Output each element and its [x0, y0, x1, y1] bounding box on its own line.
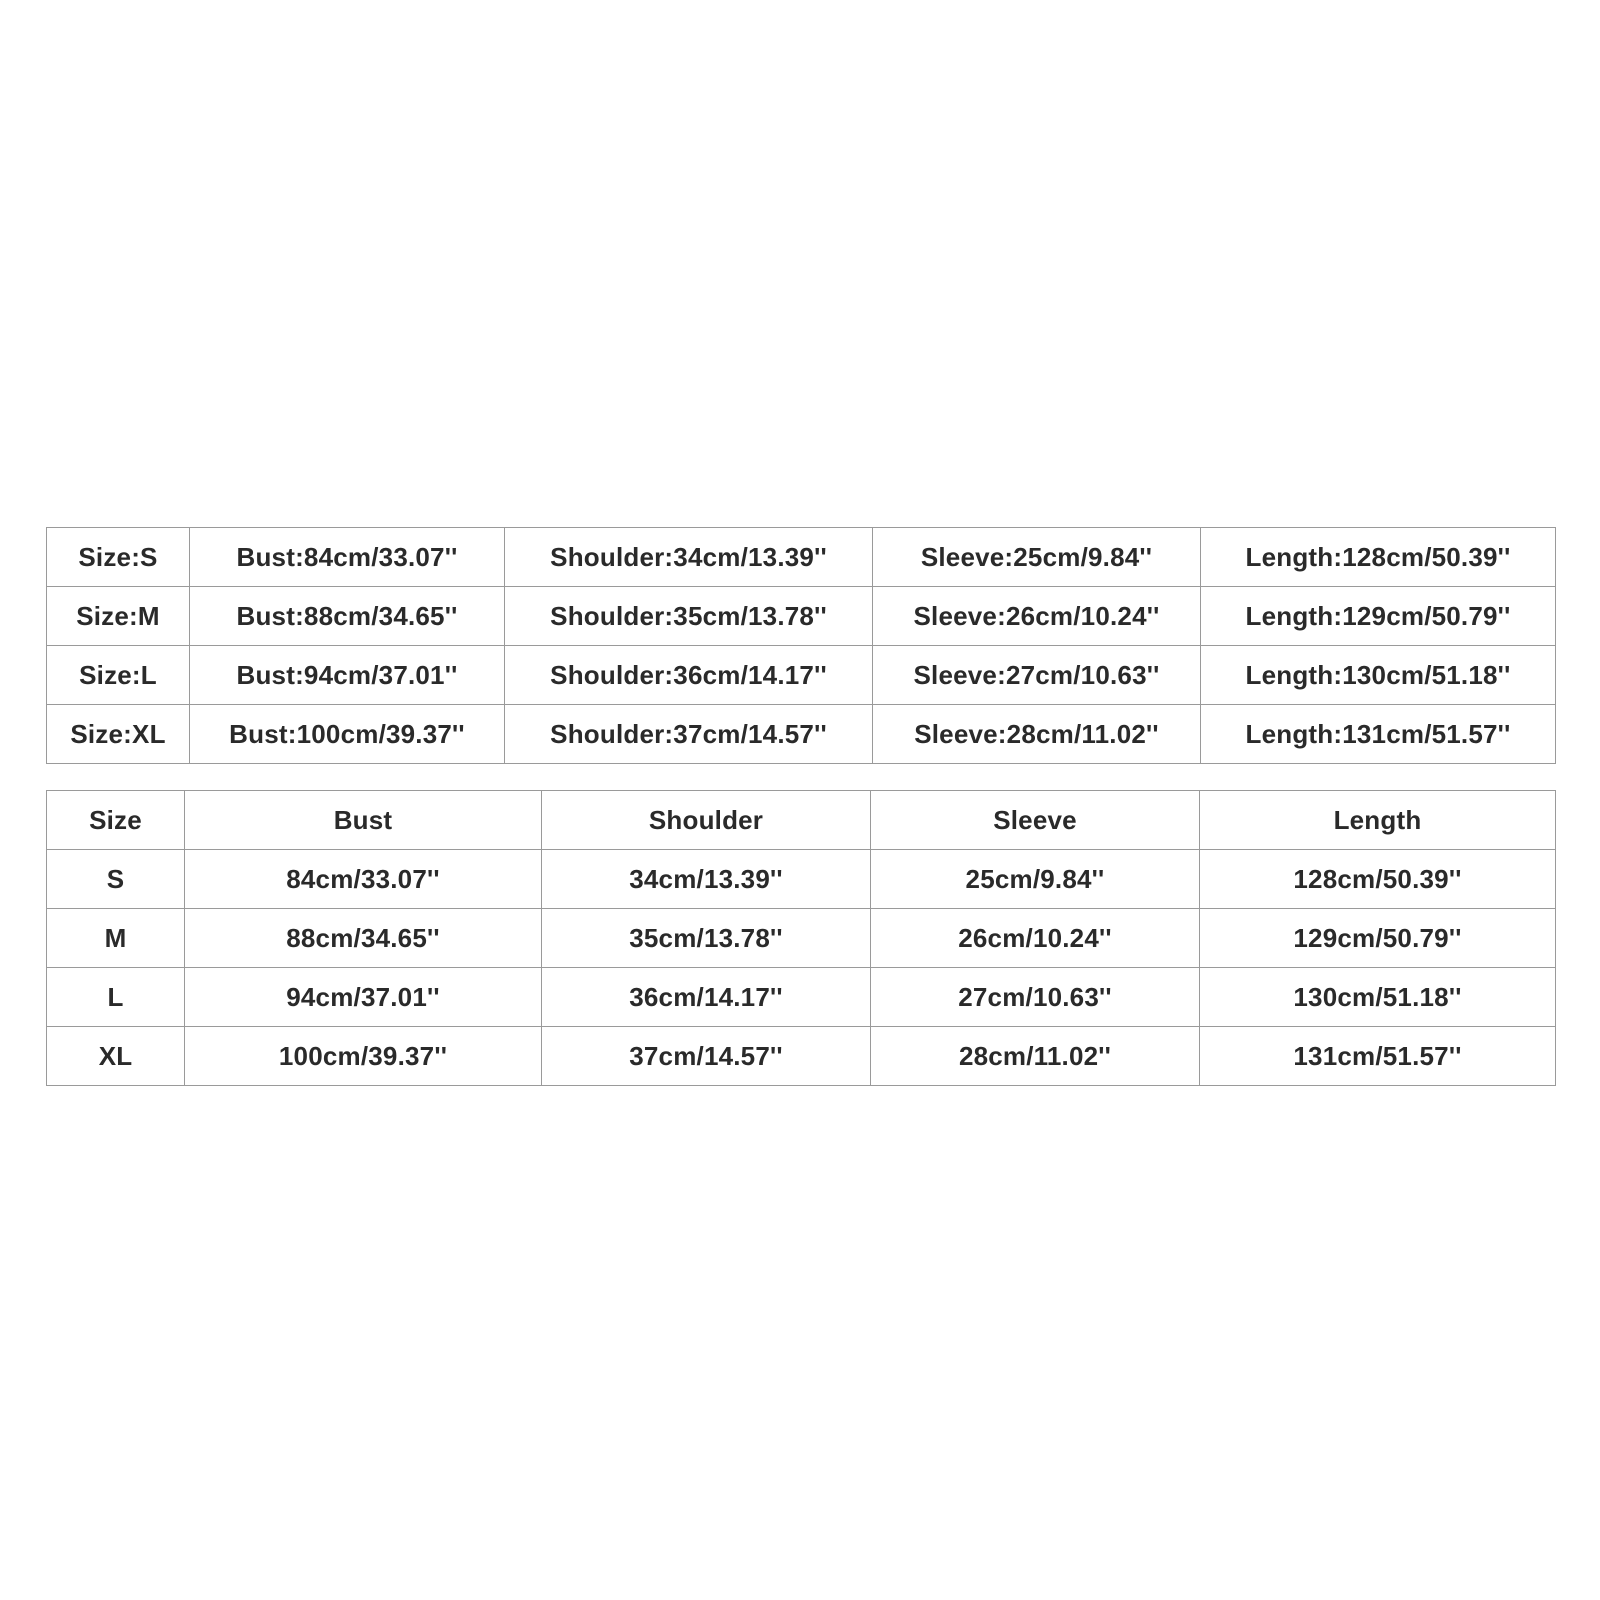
- sleeve-cell: Sleeve:26cm/10.24'': [873, 587, 1201, 646]
- shoulder-cell: Shoulder:35cm/13.78'': [505, 587, 873, 646]
- size-cell: S: [47, 850, 185, 909]
- sleeve-cell: 28cm/11.02'': [871, 1027, 1200, 1086]
- header-length: Length: [1200, 791, 1556, 850]
- size-cell: Size:L: [47, 646, 190, 705]
- shoulder-cell: 34cm/13.39'': [542, 850, 871, 909]
- size-cell: XL: [47, 1027, 185, 1086]
- sleeve-cell: Sleeve:25cm/9.84'': [873, 528, 1201, 587]
- table-row: [47, 1027, 1556, 1086]
- table-row: [47, 587, 1556, 646]
- length-cell: Length:130cm/51.18'': [1201, 646, 1556, 705]
- length-cell: Length:129cm/50.79'': [1201, 587, 1556, 646]
- length-cell: 129cm/50.79'': [1200, 909, 1556, 968]
- size-chart-grid-table: [46, 790, 1556, 1086]
- sleeve-cell: Sleeve:27cm/10.63'': [873, 646, 1201, 705]
- size-chart-inline-table: [46, 527, 1556, 764]
- size-cell: L: [47, 968, 185, 1027]
- bust-cell: Bust:94cm/37.01'': [190, 646, 505, 705]
- shoulder-cell: 37cm/14.57'': [542, 1027, 871, 1086]
- shoulder-cell: Shoulder:37cm/14.57'': [505, 705, 873, 764]
- size-cell: M: [47, 909, 185, 968]
- shoulder-cell: Shoulder:34cm/13.39'': [505, 528, 873, 587]
- table-row: [47, 705, 1556, 764]
- bust-cell: 100cm/39.37'': [185, 1027, 542, 1086]
- length-cell: 131cm/51.57'': [1200, 1027, 1556, 1086]
- bust-cell: 94cm/37.01'': [185, 968, 542, 1027]
- size-cell: Size:XL: [47, 705, 190, 764]
- sleeve-cell: 27cm/10.63'': [871, 968, 1200, 1027]
- sleeve-cell: 25cm/9.84'': [871, 850, 1200, 909]
- shoulder-cell: 35cm/13.78'': [542, 909, 871, 968]
- header-size: Size: [47, 791, 185, 850]
- table-row: [47, 646, 1556, 705]
- header-sleeve: Sleeve: [871, 791, 1200, 850]
- length-cell: Length:131cm/51.57'': [1201, 705, 1556, 764]
- header-shoulder: Shoulder: [542, 791, 871, 850]
- length-cell: 130cm/51.18'': [1200, 968, 1556, 1027]
- sleeve-cell: 26cm/10.24'': [871, 909, 1200, 968]
- table-row: [47, 850, 1556, 909]
- header-bust: Bust: [185, 791, 542, 850]
- table-row: [47, 528, 1556, 587]
- size-cell: Size:S: [47, 528, 190, 587]
- table-header-row: [47, 791, 1556, 850]
- shoulder-cell: Shoulder:36cm/14.17'': [505, 646, 873, 705]
- bust-cell: 88cm/34.65'': [185, 909, 542, 968]
- table-row: [47, 968, 1556, 1027]
- table-row: [47, 909, 1556, 968]
- size-cell: Size:M: [47, 587, 190, 646]
- bust-cell: Bust:100cm/39.37'': [190, 705, 505, 764]
- bust-cell: Bust:84cm/33.07'': [190, 528, 505, 587]
- length-cell: Length:128cm/50.39'': [1201, 528, 1556, 587]
- sleeve-cell: Sleeve:28cm/11.02'': [873, 705, 1201, 764]
- bust-cell: 84cm/33.07'': [185, 850, 542, 909]
- bust-cell: Bust:88cm/34.65'': [190, 587, 505, 646]
- length-cell: 128cm/50.39'': [1200, 850, 1556, 909]
- shoulder-cell: 36cm/14.17'': [542, 968, 871, 1027]
